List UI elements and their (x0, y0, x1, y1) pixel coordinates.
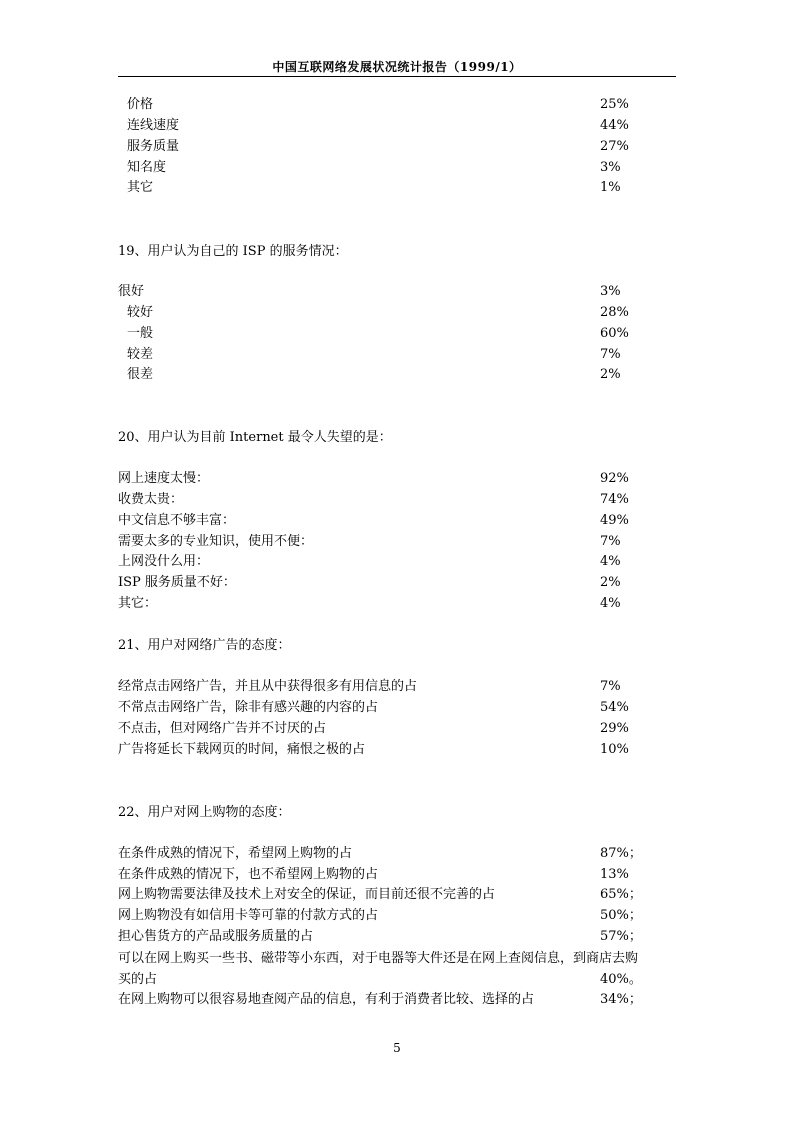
running-header: 中国互联网络发展状况统计报告（1999/1） (272, 60, 522, 74)
list-item (118, 469, 678, 489)
item-value: 10% (600, 742, 629, 757)
item-value: 4% (600, 554, 621, 569)
item-label: 上网没什么用： (118, 554, 210, 569)
list-item (118, 885, 678, 905)
item-value: 1% (600, 180, 621, 195)
item-label: 在网上购物可以很容易地查阅产品的信息，有利于消费者比较、选择的占 (118, 992, 535, 1007)
item-label: 不点击，但对网络广告并不讨厌的占 (118, 721, 327, 736)
item-line2 (118, 969, 678, 990)
item-value: 87%； (600, 846, 642, 861)
item-value: 60% (600, 326, 629, 341)
section-21-title: 21、用户对网络广告的态度： (118, 638, 291, 653)
list-item (118, 345, 678, 365)
item-label: 很好 (118, 284, 145, 299)
item-value: 2% (600, 575, 621, 590)
item-value: 34%； (600, 992, 642, 1007)
item-value: 3% (600, 284, 621, 299)
list-item (118, 511, 678, 531)
list-item (118, 865, 678, 885)
list-item (118, 303, 678, 323)
item-value: 40%。 (600, 972, 642, 987)
item-label: 网上速度太慢： (118, 471, 210, 486)
list-item (118, 532, 678, 552)
item-value: 2% (600, 367, 621, 382)
list-item (118, 990, 678, 1010)
list-item (118, 490, 678, 510)
item-value: 29% (600, 721, 629, 736)
item-label: 在条件成熟的情况下，希望网上购物的占 (118, 846, 353, 861)
item-value: 7% (600, 679, 621, 694)
section-22-title: 22、用户对网上购物的态度： (118, 805, 291, 820)
item-label: 中文信息不够丰富： (118, 513, 236, 528)
item-value: 7% (600, 347, 621, 362)
item-label: ISP 服务质量不好： (118, 575, 236, 590)
item-value: 4% (600, 596, 621, 611)
list-item (118, 95, 678, 115)
list-item (118, 137, 678, 157)
item-label: 网上购物需要法律及技术上对安全的保证，而目前还很不完善的占 (118, 887, 496, 902)
item-value: 25% (600, 97, 629, 112)
list-item (118, 594, 678, 614)
list-item (118, 365, 678, 385)
section-19-title: 19、用户认为自己的 ISP 的服务情况： (118, 244, 348, 259)
item-label: 在条件成熟的情况下，也不希望网上购物的占 (118, 867, 379, 882)
list-item (118, 178, 678, 198)
item-label: 担心售货方的产品或服务质量的占 (118, 929, 314, 944)
item-value: 92% (600, 471, 629, 486)
item-label: 广告将延长下载网页的时间，痛恨之极的占 (118, 742, 366, 757)
item-label: 很差 (127, 367, 154, 382)
item-value: 57%； (600, 929, 642, 944)
item-value: 44% (600, 118, 629, 133)
item-value: 74% (600, 492, 629, 507)
item-label: 其它： (118, 596, 158, 611)
item-value: 13% (600, 867, 629, 882)
item-label-line1: 可以在网上购买一些书、磁带等小东西，对于电器等大件还是在网上查阅信息，到商店去购 (118, 951, 639, 966)
list-item (118, 116, 678, 136)
item-label: 收费太贵： (118, 492, 184, 507)
item-value: 49% (600, 513, 629, 528)
item-label: 连线速度 (127, 118, 180, 133)
item-label: 价格 (127, 97, 154, 112)
list-item (118, 282, 678, 302)
list-item-multiline (118, 948, 678, 990)
list-item (118, 844, 678, 864)
item-value: 54% (600, 700, 629, 715)
item-label: 较好 (127, 305, 154, 320)
list-item (118, 927, 678, 947)
item-label: 经常点击网络广告，并且从中获得很多有用信息的占 (118, 679, 418, 694)
item-label: 需要太多的专业知识，使用不便： (118, 534, 314, 549)
page-number: 5 (393, 1041, 401, 1055)
header-rule (118, 76, 676, 77)
item-label: 知名度 (127, 160, 167, 175)
item-value: 7% (600, 534, 621, 549)
item-label: 其它 (127, 180, 154, 195)
item-label: 网上购物没有如信用卡等可靠的付款方式的占 (118, 908, 379, 923)
list-item (118, 698, 678, 718)
item-label-line2: 买的占 (118, 972, 158, 987)
list-item (118, 552, 678, 572)
list-item (118, 158, 678, 178)
item-value: 28% (600, 305, 629, 320)
item-label: 不常点击网络广告，除非有感兴趣的内容的占 (118, 700, 379, 715)
item-value: 65%； (600, 887, 642, 902)
list-item (118, 677, 678, 697)
item-value: 27% (600, 139, 629, 154)
item-value: 50%； (600, 908, 642, 923)
list-item (118, 906, 678, 926)
item-value: 3% (600, 160, 621, 175)
section-20-title: 20、用户认为目前 Internet 最令人失望的是： (118, 430, 392, 445)
list-item (118, 324, 678, 344)
list-item (118, 740, 678, 760)
item-label: 一般 (127, 326, 154, 341)
item-label: 服务质量 (127, 139, 180, 154)
item-label: 较差 (127, 347, 154, 362)
list-item (118, 719, 678, 739)
list-item (118, 573, 678, 593)
